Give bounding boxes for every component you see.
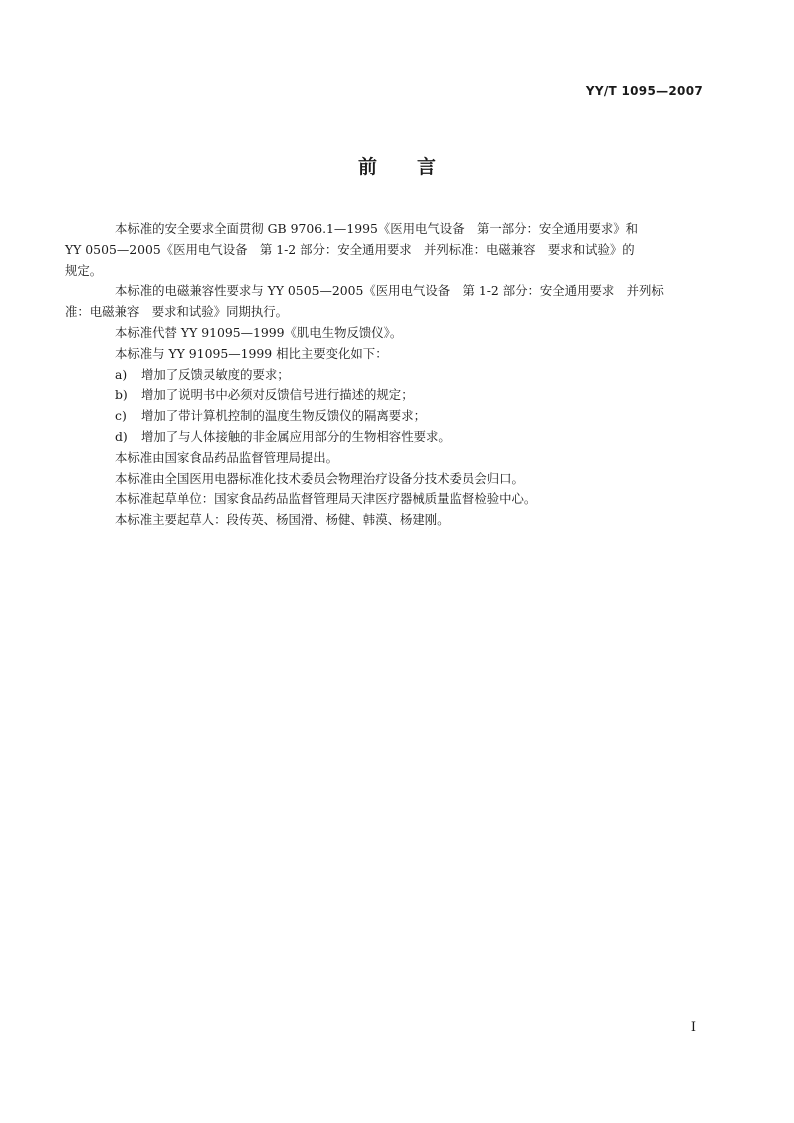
list-item-marker: c) [115, 408, 127, 424]
paragraph-emc-requirements [65, 281, 705, 323]
paragraph-line: 本标准的电磁兼容性要求与 YY 0505—2005《医用电气设备 第 1-2 部分：安全通用要求 并列标 [115, 283, 664, 299]
foreword-body [65, 219, 705, 531]
list-item-text: 增加了说明书中必须对反馈信号进行描述的规定； [141, 387, 414, 403]
paragraph-safety-requirements [65, 219, 705, 281]
paragraph-drafting-unit: 本标准起草单位：国家食品药品监督管理局天津医疗器械质量监督检验中心。 [115, 491, 537, 507]
paragraph-line: 规定。 [65, 262, 103, 278]
standard-code: YY/T 1095—2007 [585, 84, 703, 98]
page-title: 前言 [357, 156, 476, 178]
paragraph-drafters: 本标准主要起草人：段传英、杨国滑、杨健、韩漠、杨建刚。 [115, 512, 450, 528]
list-item-text: 增加了带计算机控制的温度生物反馈仪的隔离要求； [141, 408, 426, 424]
page-number: I [690, 1020, 696, 1035]
list-item-marker: d) [115, 428, 128, 444]
paragraph-line: 准：电磁兼容 要求和试验》同期执行。 [65, 304, 289, 320]
list-item-text: 增加了与人体接触的非金属应用部分的生物相容性要求。 [141, 428, 451, 444]
paragraph-under-jurisdiction: 本标准由全国医用电器标准化技术委员会物理治疗设备分技术委员会归口。 [115, 470, 524, 486]
paragraph-line: YY 0505—2005《医用电气设备 第 1-2 部分：安全通用要求 并列标准：电磁兼容 要求和试验》的 [65, 241, 635, 257]
list-item [90, 406, 705, 427]
list-item [90, 385, 705, 406]
paragraph-line: 本标准的安全要求全面贯彻 GB 9706.1—1995《医用电气设备 第一部分：安全通用要求》和 [115, 221, 639, 236]
paragraph-proposed-by: 本标准由国家食品药品监督管理局提出。 [115, 449, 339, 465]
list-item [90, 365, 705, 386]
paragraph-main-changes: 本标准与 YY 91095—1999 相比主要变化如下： [115, 345, 388, 361]
list-item-text: 增加了反馈灵敏度的要求； [141, 366, 290, 382]
paragraph-replaces: 本标准代替 YY 91095—1999《肌电生物反馈仪》。 [115, 324, 403, 340]
list-item-marker: a) [115, 366, 128, 382]
list-item [90, 427, 705, 448]
list-item-marker: b) [115, 387, 128, 403]
